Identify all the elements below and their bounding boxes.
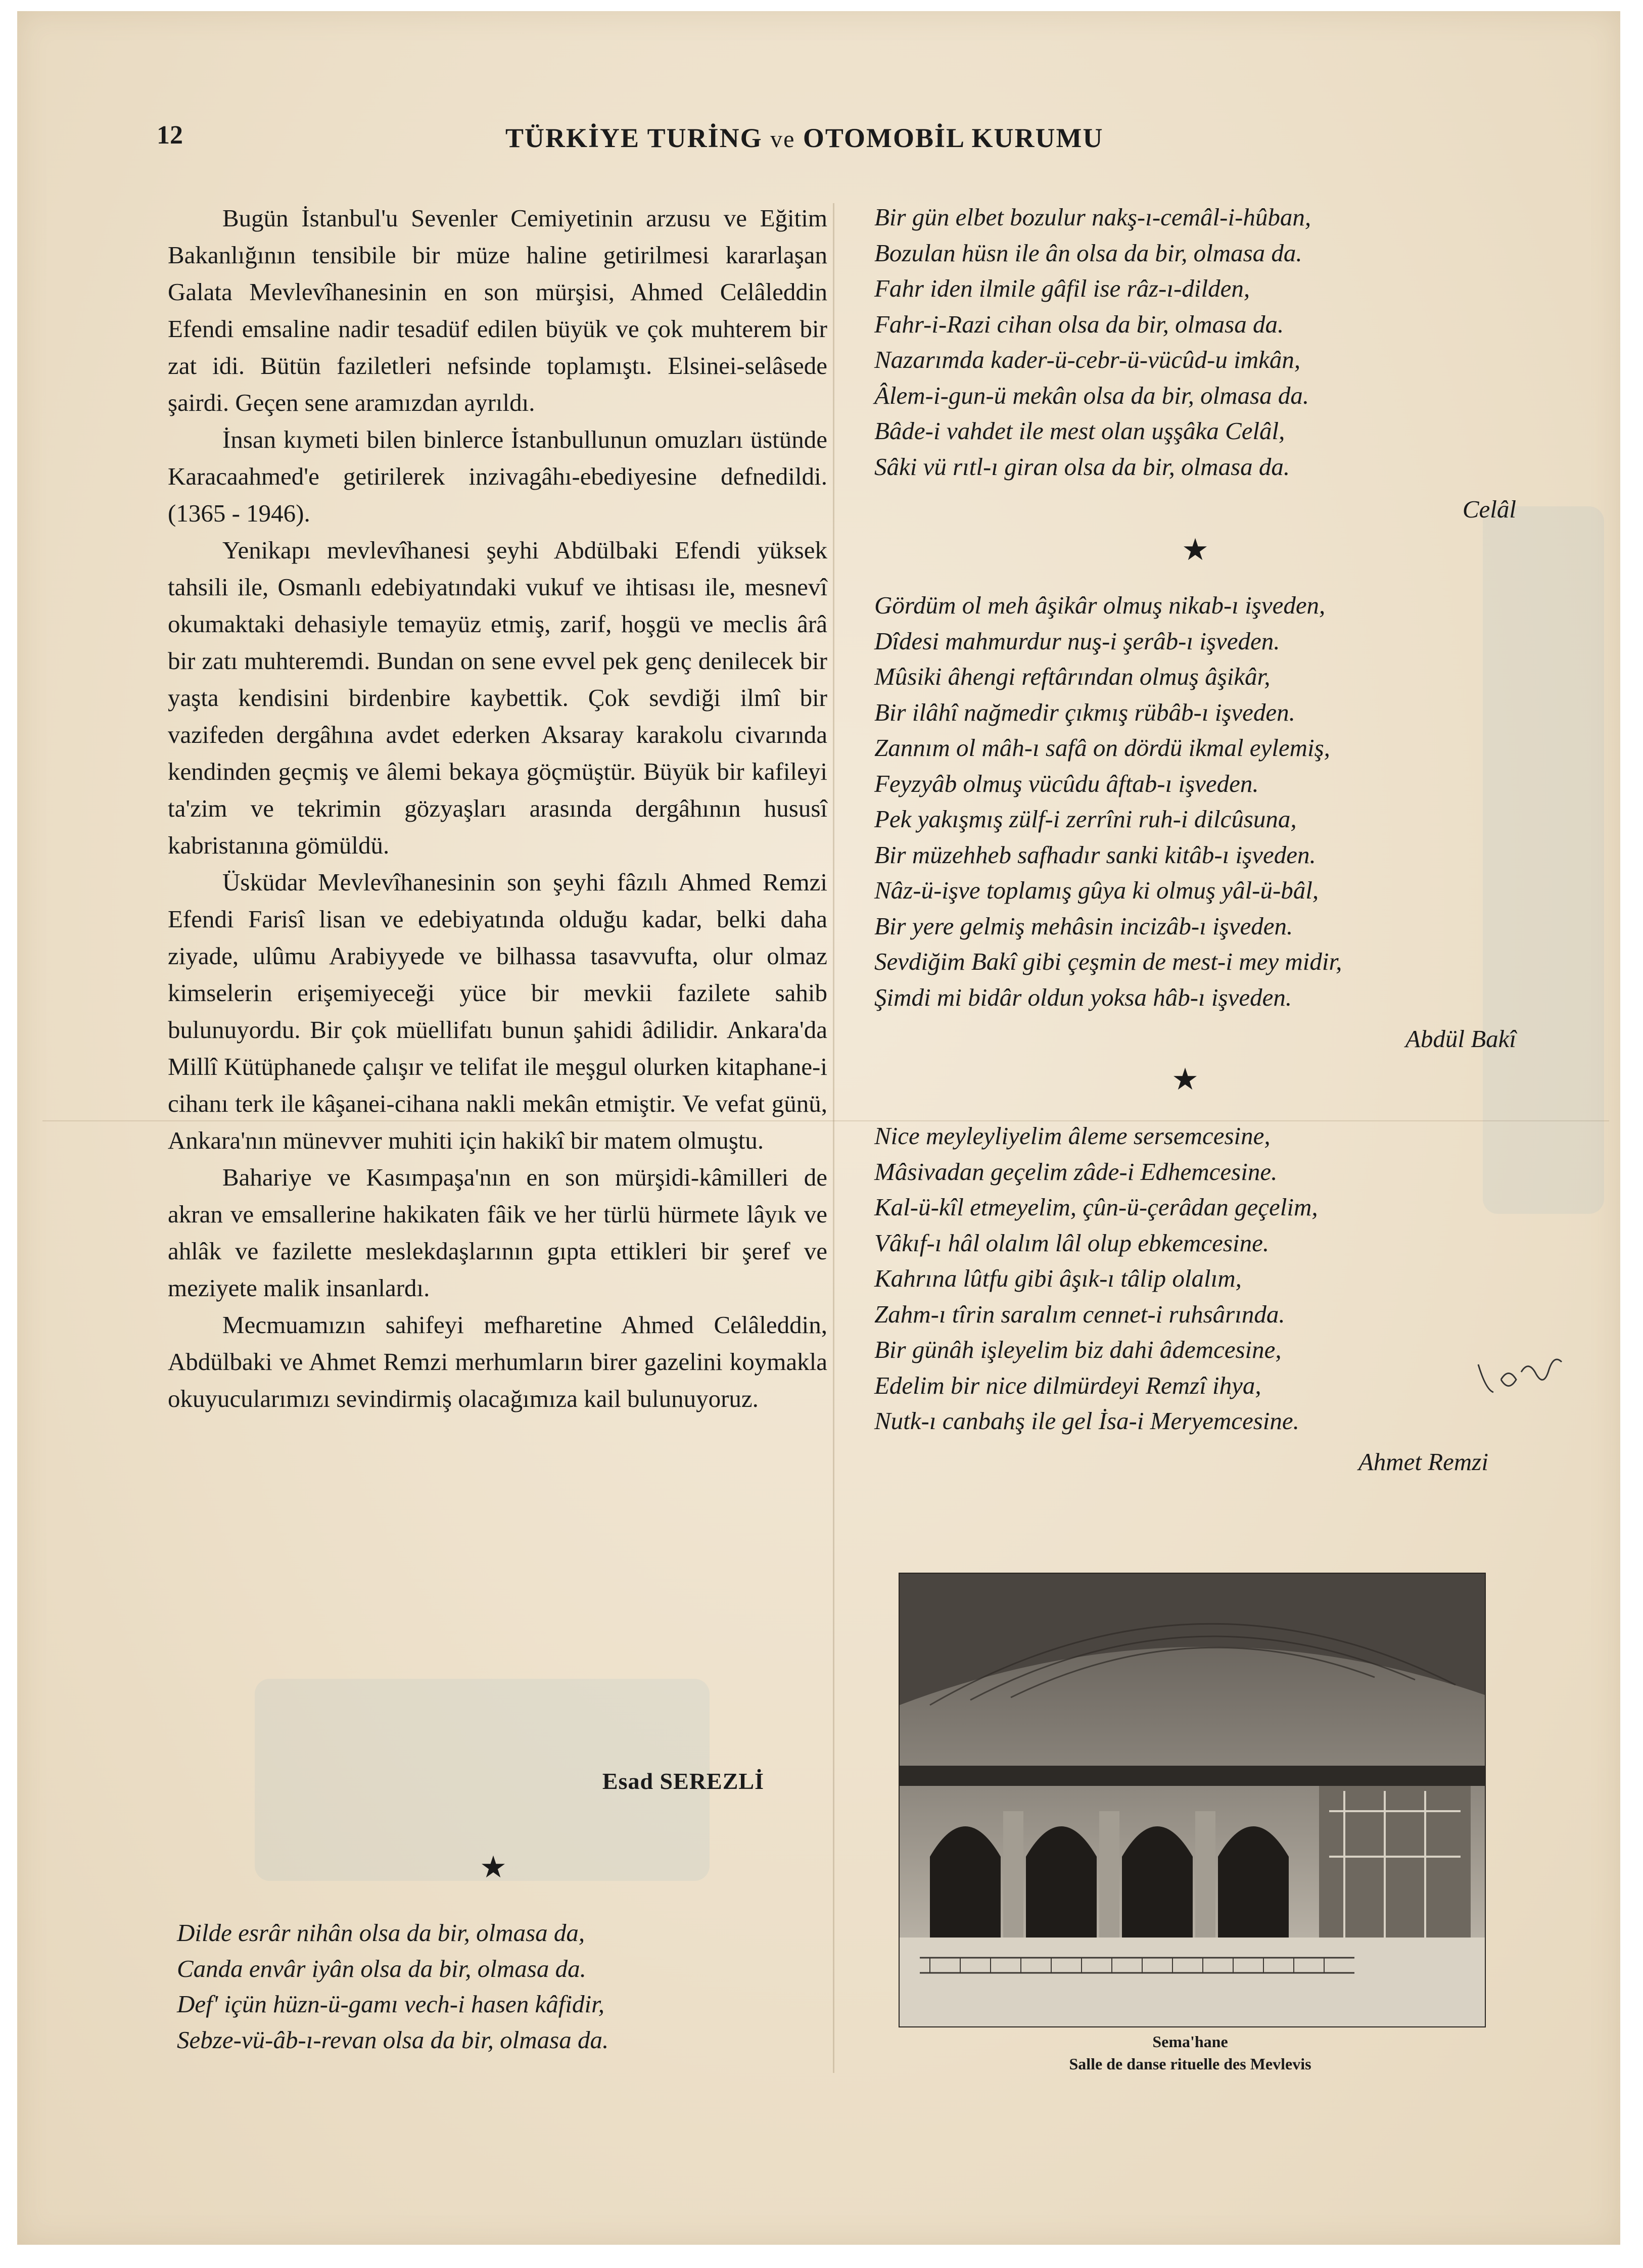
article-author: Esad SEREZLİ: [602, 1768, 764, 1794]
poem-line: Sebze-vü-âb-ı-revan olsa da bir, olmasa da.: [177, 2025, 609, 2054]
poem-line: Nice meyleyliyelim âleme sersemcesine,: [874, 1122, 1271, 1150]
poem-line: Şimdi mi bidâr oldun yoksa hâb-ı işveden.: [874, 983, 1292, 1011]
poet-name-celal: Celâl: [1462, 495, 1516, 523]
running-header: [157, 120, 1526, 161]
article-paragraph: Yenikapı mevlevîhanesi şeyhi Abdülbaki Efendi yüksek tahsili ile, Osmanlı edebiyatındaki vukuf ve ihtisası ile, mesnevî okumaktaki dehasiyle temayüz etmiş, zarif, hoşgü ve meclis ârâ bir zatı muhteremdi. Bundan on sene evvel pek genç denilecek bir yaşta kendisini birdenbire kaybettik. Çok sevdiği ilmî bir vazifeden dergâhına avdet ederken Aksaray karakolu civarında kendinden geçmiş ve âlemi bekaya göçmüştür. Büyük bir kafileyi ta'zim ve tekrimin gözyaşları arasında dergâhının hususî kabristanına gömüldü.: [168, 536, 827, 859]
poem-line: Dilde esrâr nihân olsa da bir, olmasa da,: [177, 1919, 585, 1947]
page-fold-line: [833, 203, 834, 2073]
photo-caption-title: Sema'hane: [1152, 2033, 1228, 2051]
poem-line: Bir ilâhî nağmedir çıkmış rübâb-ı işveden.: [874, 698, 1295, 726]
poem-line: Nazarımda kader-ü-cebr-ü-vücûd-u imkân,: [874, 346, 1301, 373]
magazine-title-part2: OTOMOBİL KURUMU: [803, 123, 1104, 153]
poet-name-remzi: Ahmet Remzi: [1358, 1447, 1488, 1476]
page-number: 12: [157, 121, 183, 150]
article-paragraph: Üsküdar Mevlevîhanesinin son şeyhi fâzılı Ahmed Remzi Efendi Farisî lisan ve edebiyatında olduğu kadar, belki daha ziyade, ulûmu Arabiyyede ve bilhassa tasavvufta, olur olmaz kimselerin erişemiyeceği yüce bir mevkii fazilete sahib bulunuyordu. Bir çok müellifatı bunun şahidi âdilidir. Ankara'da Millî Kütüphanede çalışır ve telifat ile meşgul olurken kitaphane-i cihanı terk ile kâşanei-cihana nakli mekân etmiştir. Ve vefat günü, Ankara'nın münevver muhiti için hakikî bir matem olmuştu.: [168, 868, 827, 1154]
magazine-title-part1: TÜRKİYE TURİNG: [505, 123, 763, 153]
poem-abdulbaki: [874, 588, 1516, 1015]
handwritten-signature: [1473, 1344, 1569, 1405]
poem-line: Vâkıf-ı hâl olalım lâl olup ebkemcesine.: [874, 1228, 1270, 1257]
poem-celal: [874, 200, 1516, 485]
poem-remzi: [874, 1118, 1516, 1439]
photo-caption: [895, 2030, 1486, 2075]
poem-line: Feyzyâb olmuş vücûdu âftab-ı işveden.: [874, 769, 1259, 797]
poem-line: Bir günâh işleyelim biz dahi âdemcesine,: [874, 1336, 1282, 1363]
separator-star-icon: ★: [1171, 1062, 1199, 1097]
magazine-title: [505, 122, 1103, 154]
photo-caption-subtitle: Salle de danse rituelle des Mevlevis: [1069, 2055, 1311, 2073]
poems-column: [874, 200, 1516, 1480]
poem-line: Sâki vü rıtl-ı giran olsa da bir, olmasa da.: [874, 452, 1290, 481]
poem-left-column: [177, 1915, 809, 2058]
article-paragraph: İnsan kıymeti bilen binlerce İstanbullunun omuzları üstünde Karacaahmed'e getirilerek inzivagâhı-ebediyesine defnedildi. (1365 - 1946).: [168, 426, 827, 527]
magazine-title-conj: ve: [770, 126, 795, 153]
article-paragraph: Bugün İstanbul'u Sevenler Cemiyetinin arzusu ve Eğitim Bakanlığının tensibile bir müze haline getirilmesi kararlaşan Galata Mevlevîhanesinin en son mürşisi, Ahmed Celâleddin Efendi emsaline nadir tesadüf edilen büyük ve çok muhterem bir zat idi. Bütün faziletleri nefsinde toplamıştı. Elsinei-selâsede şairdi. Geçen sene aramızdan ayrıldı.: [168, 204, 827, 416]
article-paragraph: Mecmuamızın sahifeyi mefharetine Ahmed Celâleddin, Abdülbaki ve Ahmet Remzi merhumların birer gazelini koymakla okuyucularımızı sevindirmiş olacağımıza kail bulunuyoruz.: [168, 1311, 827, 1412]
poem-line: Nâz-ü-işve toplamış gûya ki olmuş yâl-ü-bâl,: [874, 876, 1319, 904]
poem-line: Gördüm ol meh âşikâr olmuş nikab-ı işveden,: [874, 591, 1326, 619]
poem-line: Bir gün elbet bozulur nakş-ı-cemâl-i-hûban,: [874, 203, 1311, 231]
poem-line: Bozulan hüsn ile ân olsa da bir, olmasa da.: [874, 239, 1302, 267]
poem-line: Kal-ü-kîl etmeyelim, çûn-ü-çerâdan geçelim,: [874, 1193, 1318, 1221]
poem-line: Sevdiğim Bakî gibi çeşmin de mest-i mey midir,: [874, 948, 1342, 975]
poem-line: Bâde-i vahdet ile mest olan uşşâka Celâl,: [874, 417, 1285, 445]
poem-line: Zahm-ı tîrin saralım cennet-i ruhsârında.: [874, 1300, 1285, 1328]
poet-name-abdulbaki: Abdül Bakî: [1405, 1025, 1516, 1053]
separator-star-icon: ★: [1182, 532, 1209, 568]
poem-line: Mûsiki âhengi reftârından olmuş âşikâr,: [874, 663, 1271, 690]
poem-line: Zannım ol mâh-ı safâ on dördü ikmal eylemiş,: [874, 734, 1330, 762]
semahane-photo: [899, 1573, 1486, 2027]
poem-line: Nutk-ı canbahş ile gel İsa-i Meryemcesine.: [874, 1407, 1299, 1435]
poem-line: Edelim bir nice dilmürdeyi Remzî ihya,: [874, 1371, 1261, 1399]
poem-line: Def' içün hüzn-ü-gamı vech-i hasen kâfidir,: [177, 1990, 605, 2018]
poem-line: Canda envâr iyân olsa da bir, olmasa da.: [177, 1954, 586, 1982]
poem-line: Fahr-i-Razi cihan olsa da bir, olmasa da.: [874, 310, 1284, 338]
separator-star-icon: ★: [480, 1850, 507, 1885]
poem-line: Bir müzehheb safhadır sanki kitâb-ı işveden.: [874, 840, 1316, 869]
poem-line: Dîdesi mahmurdur nuş-i şerâb-ı işveden.: [874, 627, 1280, 655]
poem-line: Fahr iden ilmile gâfil ise râz-ı-dilden,: [874, 274, 1250, 302]
poem-line: Kahrına lûtfu gibi âşık-ı tâlip olalım,: [874, 1264, 1242, 1292]
article-column: [168, 200, 827, 1417]
poem-line: Pek yakışmış zülf-i zerrîni ruh-i dilcûsuna,: [874, 805, 1297, 833]
poem-line: Mâsivadan geçelim zâde-i Edhemcesine.: [874, 1157, 1278, 1186]
article-paragraph: Bahariye ve Kasımpaşa'nın en son mürşidi-kâmilleri de akran ve emsallerine hakikaten fâik ve her türlü hürmete lâyık ve ahlâk ve fazilette meslekdaşlarının gıpta ettikleri bir şeref ve meziyete malik insanlardı.: [168, 1163, 827, 1302]
poem-line: Bir yere gelmiş mehâsin incizâb-ı işveden.: [874, 912, 1293, 940]
poem-line: Âlem-i-gun-ü mekân olsa da bir, olmasa da.: [874, 381, 1309, 409]
